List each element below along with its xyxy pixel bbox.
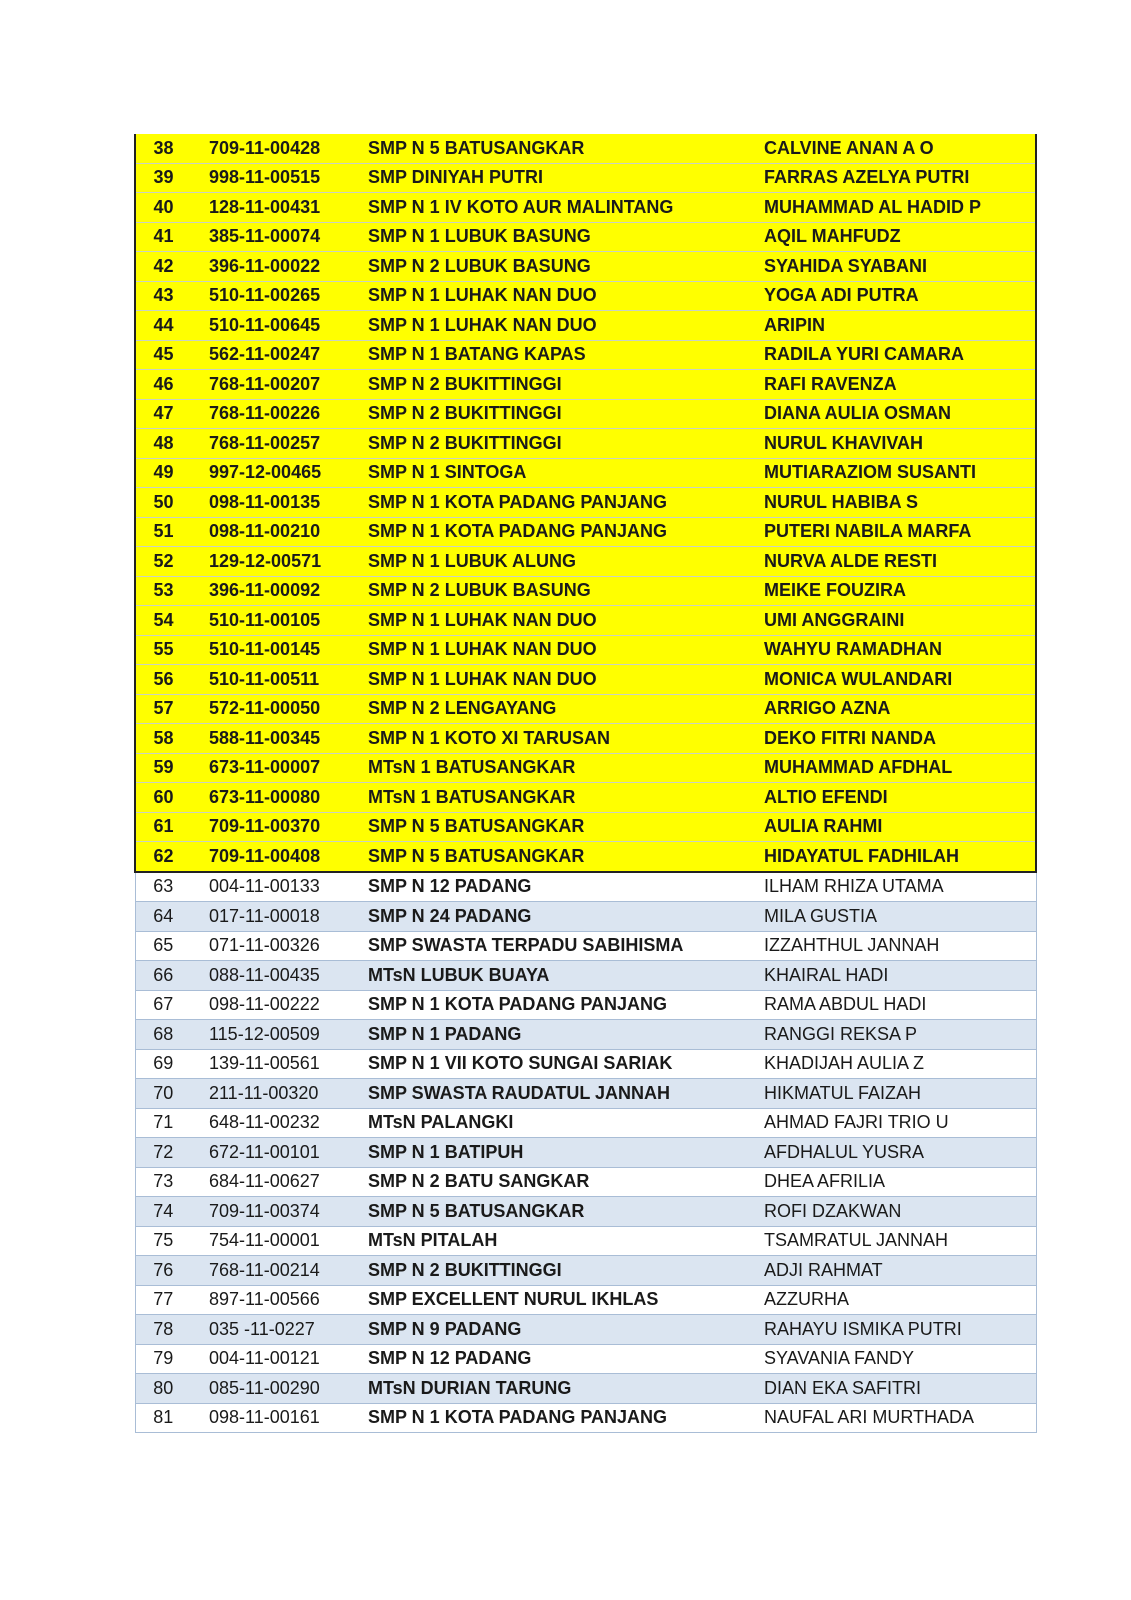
table-row-highlighted bbox=[135, 517, 1036, 547]
school-name: MTsN 1 BATUSANGKAR bbox=[364, 783, 760, 813]
registration-number: 673-11-00080 bbox=[191, 783, 364, 813]
row-number: 74 bbox=[135, 1197, 191, 1227]
school-name: SMP N 1 LUBUK ALUNG bbox=[364, 547, 760, 577]
registration-number: 709-11-00428 bbox=[191, 134, 364, 163]
student-name: MUHAMMAD AFDHAL bbox=[760, 753, 1036, 783]
table-row bbox=[135, 1167, 1036, 1197]
student-name: MILA GUSTIA bbox=[760, 902, 1036, 932]
registration-number: 768-11-00214 bbox=[191, 1256, 364, 1286]
student-name: ARRIGO AZNA bbox=[760, 694, 1036, 724]
registration-number: 385-11-00074 bbox=[191, 222, 364, 252]
school-name: SMP N 1 LUHAK NAN DUO bbox=[364, 311, 760, 341]
registration-number: 510-11-00105 bbox=[191, 606, 364, 636]
table-row bbox=[135, 902, 1036, 932]
registration-number: 139-11-00561 bbox=[191, 1049, 364, 1079]
school-name: SMP N 5 BATUSANGKAR bbox=[364, 134, 760, 163]
table-row bbox=[135, 1344, 1036, 1374]
table-row-highlighted bbox=[135, 370, 1036, 400]
row-number: 45 bbox=[135, 340, 191, 370]
registration-number: 510-11-00145 bbox=[191, 635, 364, 665]
school-name: MTsN LUBUK BUAYA bbox=[364, 961, 760, 991]
row-number: 66 bbox=[135, 961, 191, 991]
student-name: ROFI DZAKWAN bbox=[760, 1197, 1036, 1227]
student-name: YOGA ADI PUTRA bbox=[760, 281, 1036, 311]
row-number: 46 bbox=[135, 370, 191, 400]
student-name: ILHAM RHIZA UTAMA bbox=[760, 872, 1036, 902]
school-name: SMP SWASTA TERPADU SABIHISMA bbox=[364, 931, 760, 961]
registration-number: 768-11-00226 bbox=[191, 399, 364, 429]
table-row bbox=[135, 1285, 1036, 1315]
school-name: SMP N 1 BATANG KAPAS bbox=[364, 340, 760, 370]
registration-number: 510-11-00265 bbox=[191, 281, 364, 311]
row-number: 71 bbox=[135, 1108, 191, 1138]
school-name: SMP N 2 BUKITTINGGI bbox=[364, 399, 760, 429]
school-name: SMP N 1 KOTA PADANG PANJANG bbox=[364, 990, 760, 1020]
row-number: 41 bbox=[135, 222, 191, 252]
student-name: TSAMRATUL JANNAH bbox=[760, 1226, 1036, 1256]
school-name: SMP N 1 SINTOGA bbox=[364, 458, 760, 488]
row-number: 52 bbox=[135, 547, 191, 577]
student-name: AHMAD FAJRI TRIO U bbox=[760, 1108, 1036, 1138]
student-name: RAFI RAVENZA bbox=[760, 370, 1036, 400]
student-name: CALVINE ANAN A O bbox=[760, 134, 1036, 163]
table-row-highlighted bbox=[135, 488, 1036, 518]
student-name: RANGGI REKSA P bbox=[760, 1020, 1036, 1050]
student-list-sheet bbox=[134, 134, 1035, 1433]
student-name: MEIKE FOUZIRA bbox=[760, 576, 1036, 606]
table-row-highlighted bbox=[135, 753, 1036, 783]
table-row bbox=[135, 1256, 1036, 1286]
table-row-highlighted bbox=[135, 252, 1036, 282]
row-number: 79 bbox=[135, 1344, 191, 1374]
student-name: DHEA AFRILIA bbox=[760, 1167, 1036, 1197]
registration-number: 709-11-00370 bbox=[191, 812, 364, 842]
table-row bbox=[135, 1403, 1036, 1433]
table-row bbox=[135, 1374, 1036, 1404]
registration-number: 017-11-00018 bbox=[191, 902, 364, 932]
registration-number: 088-11-00435 bbox=[191, 961, 364, 991]
school-name: SMP N 5 BATUSANGKAR bbox=[364, 842, 760, 872]
registration-number: 098-11-00161 bbox=[191, 1403, 364, 1433]
student-name: HIDAYATUL FADHILAH bbox=[760, 842, 1036, 872]
table-row bbox=[135, 1020, 1036, 1050]
registration-number: 754-11-00001 bbox=[191, 1226, 364, 1256]
registration-number: 648-11-00232 bbox=[191, 1108, 364, 1138]
student-name: MUTIARAZIOM SUSANTI bbox=[760, 458, 1036, 488]
registration-number: 684-11-00627 bbox=[191, 1167, 364, 1197]
registration-number: 098-11-00210 bbox=[191, 517, 364, 547]
table-row-highlighted bbox=[135, 576, 1036, 606]
school-name: SMP N 2 BUKITTINGGI bbox=[364, 1256, 760, 1286]
table-row-highlighted bbox=[135, 812, 1036, 842]
student-name: UMI ANGGRAINI bbox=[760, 606, 1036, 636]
table-row bbox=[135, 961, 1036, 991]
registration-number: 129-12-00571 bbox=[191, 547, 364, 577]
school-name: SMP N 1 BATIPUH bbox=[364, 1138, 760, 1168]
school-name: SMP N 24 PADANG bbox=[364, 902, 760, 932]
row-number: 39 bbox=[135, 163, 191, 193]
row-number: 57 bbox=[135, 694, 191, 724]
registration-number: 115-12-00509 bbox=[191, 1020, 364, 1050]
school-name: SMP N 12 PADANG bbox=[364, 1344, 760, 1374]
table-row-highlighted bbox=[135, 783, 1036, 813]
student-name: MONICA WULANDARI bbox=[760, 665, 1036, 695]
school-name: SMP SWASTA RAUDATUL JANNAH bbox=[364, 1079, 760, 1109]
school-name: SMP N 1 LUHAK NAN DUO bbox=[364, 606, 760, 636]
school-name: SMP N 1 KOTA PADANG PANJANG bbox=[364, 517, 760, 547]
student-name: PUTERI NABILA MARFA bbox=[760, 517, 1036, 547]
table-row-highlighted bbox=[135, 193, 1036, 223]
school-name: SMP N 1 LUBUK BASUNG bbox=[364, 222, 760, 252]
school-name: SMP N 1 PADANG bbox=[364, 1020, 760, 1050]
registration-number: 035 -11-0227 bbox=[191, 1315, 364, 1345]
row-number: 56 bbox=[135, 665, 191, 695]
row-number: 40 bbox=[135, 193, 191, 223]
table-row bbox=[135, 1049, 1036, 1079]
student-name: SYAVANIA FANDY bbox=[760, 1344, 1036, 1374]
student-name: MUHAMMAD AL HADID P bbox=[760, 193, 1036, 223]
table-row-highlighted bbox=[135, 311, 1036, 341]
student-name: KHAIRAL HADI bbox=[760, 961, 1036, 991]
school-name: MTsN 1 BATUSANGKAR bbox=[364, 753, 760, 783]
table-row-highlighted bbox=[135, 163, 1036, 193]
table-row bbox=[135, 872, 1036, 902]
school-name: MTsN PALANGKI bbox=[364, 1108, 760, 1138]
table-row-highlighted bbox=[135, 635, 1036, 665]
table-row bbox=[135, 1079, 1036, 1109]
table-row-highlighted bbox=[135, 665, 1036, 695]
registration-number: 004-11-00121 bbox=[191, 1344, 364, 1374]
row-number: 81 bbox=[135, 1403, 191, 1433]
row-number: 43 bbox=[135, 281, 191, 311]
registration-number: 071-11-00326 bbox=[191, 931, 364, 961]
school-name: SMP N 1 KOTA PADANG PANJANG bbox=[364, 1403, 760, 1433]
table-row bbox=[135, 931, 1036, 961]
school-name: SMP N 2 LENGAYANG bbox=[364, 694, 760, 724]
table-row-highlighted bbox=[135, 694, 1036, 724]
registration-number: 004-11-00133 bbox=[191, 872, 364, 902]
registration-number: 709-11-00408 bbox=[191, 842, 364, 872]
row-number: 51 bbox=[135, 517, 191, 547]
row-number: 53 bbox=[135, 576, 191, 606]
student-table bbox=[134, 134, 1037, 1433]
row-number: 69 bbox=[135, 1049, 191, 1079]
table-row-highlighted bbox=[135, 222, 1036, 252]
row-number: 54 bbox=[135, 606, 191, 636]
student-name: AQIL MAHFUDZ bbox=[760, 222, 1036, 252]
row-number: 59 bbox=[135, 753, 191, 783]
student-name: NURVA ALDE RESTI bbox=[760, 547, 1036, 577]
row-number: 48 bbox=[135, 429, 191, 459]
registration-number: 562-11-00247 bbox=[191, 340, 364, 370]
registration-number: 673-11-00007 bbox=[191, 753, 364, 783]
table-row bbox=[135, 1138, 1036, 1168]
student-table-body bbox=[135, 134, 1036, 1433]
school-name: MTsN PITALAH bbox=[364, 1226, 760, 1256]
row-number: 80 bbox=[135, 1374, 191, 1404]
table-row-highlighted bbox=[135, 458, 1036, 488]
table-row-highlighted bbox=[135, 134, 1036, 163]
student-name: RAMA ABDUL HADI bbox=[760, 990, 1036, 1020]
table-row-highlighted bbox=[135, 281, 1036, 311]
school-name: SMP N 1 KOTA PADANG PANJANG bbox=[364, 488, 760, 518]
school-name: SMP N 1 IV KOTO AUR MALINTANG bbox=[364, 193, 760, 223]
registration-number: 085-11-00290 bbox=[191, 1374, 364, 1404]
school-name: SMP N 1 LUHAK NAN DUO bbox=[364, 635, 760, 665]
student-name: AULIA RAHMI bbox=[760, 812, 1036, 842]
school-name: SMP N 1 KOTO XI TARUSAN bbox=[364, 724, 760, 754]
student-name: RADILA YURI CAMARA bbox=[760, 340, 1036, 370]
student-name: DIANA AULIA OSMAN bbox=[760, 399, 1036, 429]
row-number: 70 bbox=[135, 1079, 191, 1109]
table-row-highlighted bbox=[135, 724, 1036, 754]
student-name: ADJI RAHMAT bbox=[760, 1256, 1036, 1286]
school-name: SMP EXCELLENT NURUL IKHLAS bbox=[364, 1285, 760, 1315]
row-number: 64 bbox=[135, 902, 191, 932]
table-row-highlighted bbox=[135, 606, 1036, 636]
registration-number: 768-11-00257 bbox=[191, 429, 364, 459]
student-name: KHADIJAH AULIA Z bbox=[760, 1049, 1036, 1079]
registration-number: 572-11-00050 bbox=[191, 694, 364, 724]
student-name: AZZURHA bbox=[760, 1285, 1036, 1315]
table-row bbox=[135, 1226, 1036, 1256]
student-name: IZZAHTHUL JANNAH bbox=[760, 931, 1036, 961]
registration-number: 709-11-00374 bbox=[191, 1197, 364, 1227]
school-name: SMP N 12 PADANG bbox=[364, 872, 760, 902]
table-row-highlighted bbox=[135, 547, 1036, 577]
student-name: SYAHIDA SYABANI bbox=[760, 252, 1036, 282]
row-number: 73 bbox=[135, 1167, 191, 1197]
school-name: SMP N 2 BUKITTINGGI bbox=[364, 429, 760, 459]
school-name: SMP N 2 BUKITTINGGI bbox=[364, 370, 760, 400]
table-row-highlighted bbox=[135, 842, 1036, 872]
student-name: FARRAS AZELYA PUTRI bbox=[760, 163, 1036, 193]
row-number: 58 bbox=[135, 724, 191, 754]
row-number: 38 bbox=[135, 134, 191, 163]
student-name: WAHYU RAMADHAN bbox=[760, 635, 1036, 665]
registration-number: 897-11-00566 bbox=[191, 1285, 364, 1315]
row-number: 65 bbox=[135, 931, 191, 961]
row-number: 75 bbox=[135, 1226, 191, 1256]
student-name: NURUL KHAVIVAH bbox=[760, 429, 1036, 459]
registration-number: 997-12-00465 bbox=[191, 458, 364, 488]
row-number: 55 bbox=[135, 635, 191, 665]
row-number: 63 bbox=[135, 872, 191, 902]
table-row-highlighted bbox=[135, 340, 1036, 370]
student-name: HIKMATUL FAIZAH bbox=[760, 1079, 1036, 1109]
row-number: 62 bbox=[135, 842, 191, 872]
table-row-highlighted bbox=[135, 429, 1036, 459]
row-number: 61 bbox=[135, 812, 191, 842]
row-number: 72 bbox=[135, 1138, 191, 1168]
student-name: DEKO FITRI NANDA bbox=[760, 724, 1036, 754]
row-number: 44 bbox=[135, 311, 191, 341]
student-name: ARIPIN bbox=[760, 311, 1036, 341]
registration-number: 588-11-00345 bbox=[191, 724, 364, 754]
table-row bbox=[135, 1315, 1036, 1345]
registration-number: 768-11-00207 bbox=[191, 370, 364, 400]
row-number: 78 bbox=[135, 1315, 191, 1345]
student-name: RAHAYU ISMIKA PUTRI bbox=[760, 1315, 1036, 1345]
registration-number: 998-11-00515 bbox=[191, 163, 364, 193]
school-name: SMP N 5 BATUSANGKAR bbox=[364, 1197, 760, 1227]
row-number: 60 bbox=[135, 783, 191, 813]
student-name: AFDHALUL YUSRA bbox=[760, 1138, 1036, 1168]
school-name: SMP N 2 LUBUK BASUNG bbox=[364, 252, 760, 282]
registration-number: 510-11-00645 bbox=[191, 311, 364, 341]
registration-number: 098-11-00222 bbox=[191, 990, 364, 1020]
registration-number: 510-11-00511 bbox=[191, 665, 364, 695]
school-name: SMP N 9 PADANG bbox=[364, 1315, 760, 1345]
school-name: MTsN DURIAN TARUNG bbox=[364, 1374, 760, 1404]
registration-number: 672-11-00101 bbox=[191, 1138, 364, 1168]
row-number: 76 bbox=[135, 1256, 191, 1286]
student-name: DIAN EKA SAFITRI bbox=[760, 1374, 1036, 1404]
table-row bbox=[135, 1197, 1036, 1227]
school-name: SMP N 5 BATUSANGKAR bbox=[364, 812, 760, 842]
row-number: 47 bbox=[135, 399, 191, 429]
student-name: ALTIO EFENDI bbox=[760, 783, 1036, 813]
row-number: 49 bbox=[135, 458, 191, 488]
school-name: SMP N 1 VII KOTO SUNGAI SARIAK bbox=[364, 1049, 760, 1079]
student-name: NURUL HABIBA S bbox=[760, 488, 1036, 518]
row-number: 68 bbox=[135, 1020, 191, 1050]
registration-number: 396-11-00092 bbox=[191, 576, 364, 606]
registration-number: 396-11-00022 bbox=[191, 252, 364, 282]
registration-number: 211-11-00320 bbox=[191, 1079, 364, 1109]
table-row bbox=[135, 1108, 1036, 1138]
row-number: 50 bbox=[135, 488, 191, 518]
student-name: NAUFAL ARI MURTHADA bbox=[760, 1403, 1036, 1433]
row-number: 67 bbox=[135, 990, 191, 1020]
school-name: SMP N 2 BATU SANGKAR bbox=[364, 1167, 760, 1197]
table-row bbox=[135, 990, 1036, 1020]
school-name: SMP DINIYAH PUTRI bbox=[364, 163, 760, 193]
registration-number: 098-11-00135 bbox=[191, 488, 364, 518]
school-name: SMP N 1 LUHAK NAN DUO bbox=[364, 281, 760, 311]
row-number: 77 bbox=[135, 1285, 191, 1315]
registration-number: 128-11-00431 bbox=[191, 193, 364, 223]
table-row-highlighted bbox=[135, 399, 1036, 429]
school-name: SMP N 2 LUBUK BASUNG bbox=[364, 576, 760, 606]
school-name: SMP N 1 LUHAK NAN DUO bbox=[364, 665, 760, 695]
row-number: 42 bbox=[135, 252, 191, 282]
